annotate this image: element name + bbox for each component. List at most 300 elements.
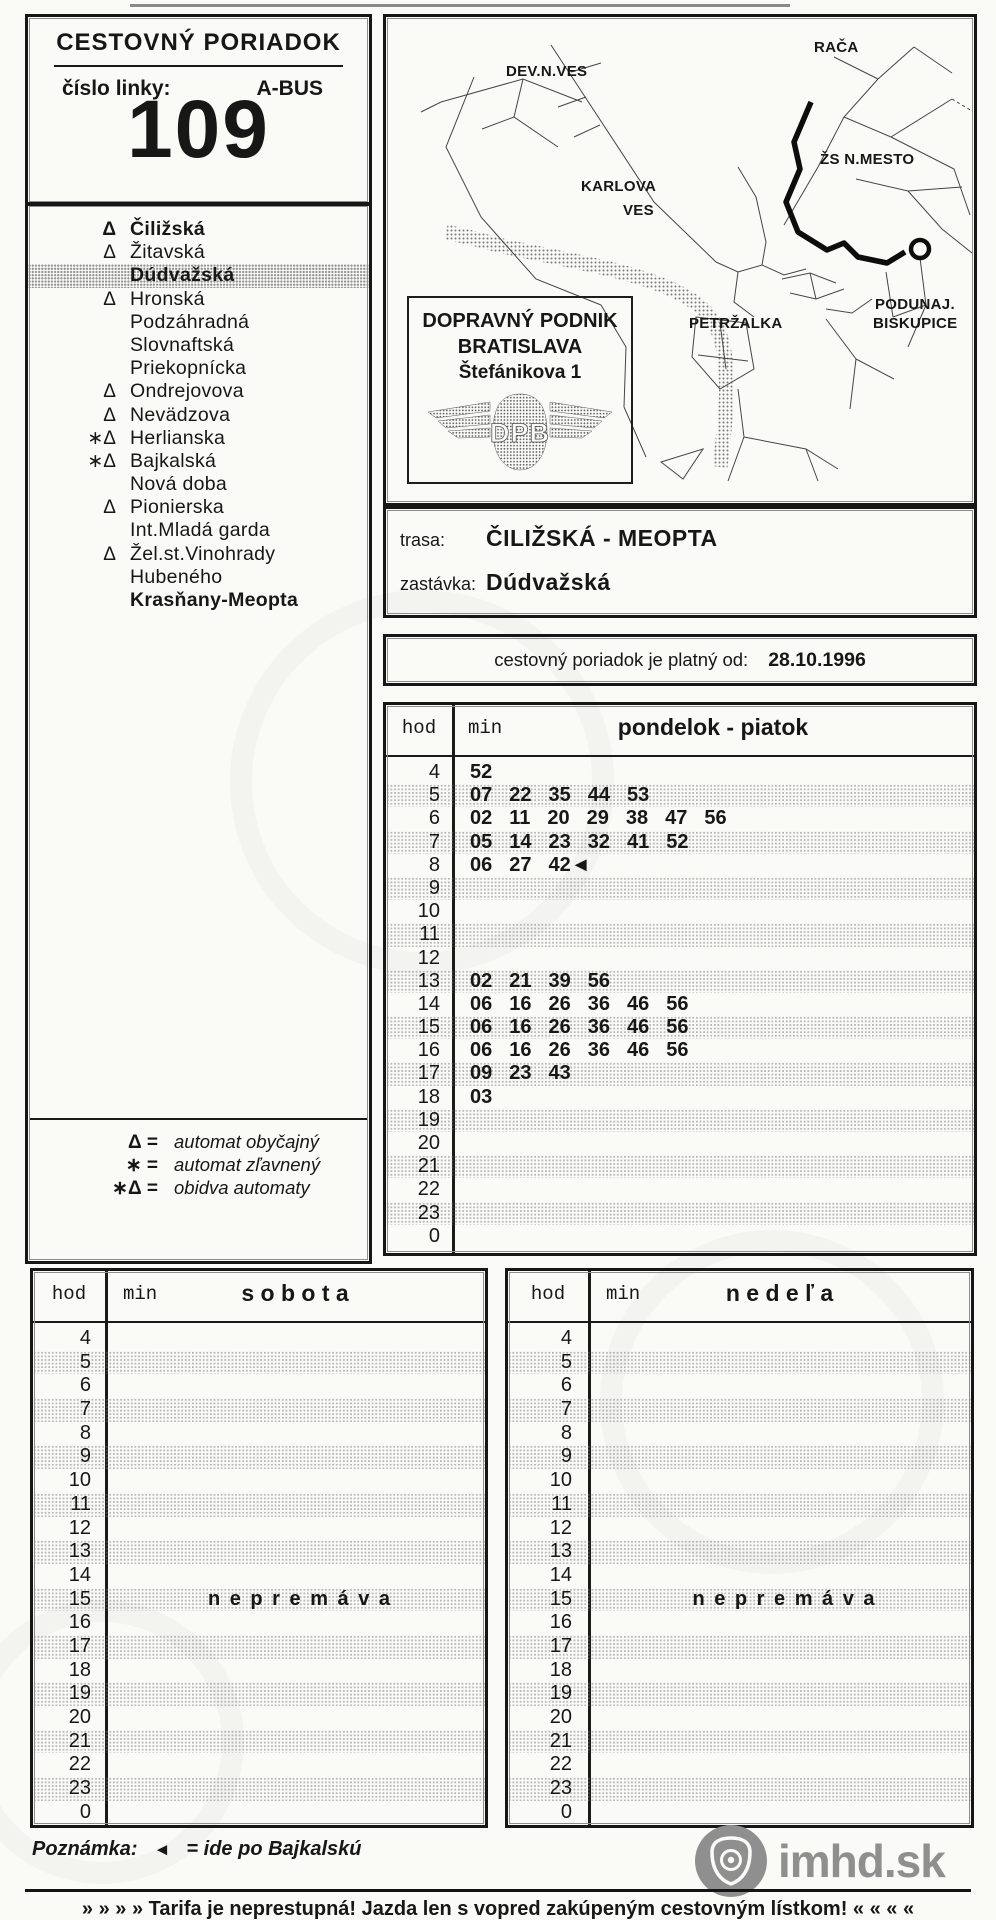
footnote xyxy=(32,1838,362,1861)
stop-row xyxy=(28,380,369,403)
network-map-box xyxy=(383,14,977,506)
minutes-cell xyxy=(470,761,966,784)
stop-name: Čiližská xyxy=(130,218,206,240)
footer-tariff-text: » » » » Tarifa je neprestupná! Jazda len s vopred zakúpeným cestovným lístkom! « « « « xyxy=(81,1898,915,1920)
stop-name: Herlianska xyxy=(130,426,226,449)
hour-cell: 21 xyxy=(68,1729,91,1752)
stop-name: Nová doba xyxy=(130,473,228,496)
timetable-row xyxy=(386,807,974,830)
line-number: 109 xyxy=(127,84,270,175)
hour-cell: 0 xyxy=(79,1800,91,1823)
hour-cell: 5 xyxy=(560,1350,572,1373)
timetable-row xyxy=(386,923,974,946)
stop-symbol: Δ xyxy=(103,497,116,519)
hour-cell: 23 xyxy=(68,1777,91,1800)
stops-list xyxy=(28,218,369,612)
table-rows xyxy=(386,761,974,1248)
hod-column-header: hod xyxy=(530,1283,566,1305)
hour-cell: 5 xyxy=(79,1350,91,1373)
timetable-row xyxy=(33,1517,485,1541)
page-title: CESTOVNÝ PORIADOK xyxy=(56,29,341,56)
minute-value: 56 xyxy=(666,1016,689,1039)
hour-cell: 4 xyxy=(428,761,440,783)
legend-text: automat zľavnený xyxy=(174,1154,321,1175)
minute-value: 47 xyxy=(665,807,688,830)
hour-cell: 8 xyxy=(79,1421,91,1444)
hour-cell: 4 xyxy=(560,1327,572,1349)
minute-value: 36 xyxy=(587,992,610,1015)
stop-name: Hronská xyxy=(130,287,205,310)
map-label-zs-n-mesto: ŽS N.MESTO xyxy=(820,151,915,168)
hour-cell: 19 xyxy=(68,1682,91,1705)
company-box xyxy=(407,296,633,484)
hour-cell: 17 xyxy=(417,1062,440,1085)
weekday-timetable xyxy=(383,702,977,1256)
hour-cell: 4 xyxy=(79,1327,91,1349)
stop-symbol: ∗Δ xyxy=(87,450,116,472)
timetable-row xyxy=(386,1062,974,1085)
footnote-text: = ide po Bajkalskú xyxy=(186,1838,362,1860)
scan-artifact xyxy=(130,4,790,7)
stop-row xyxy=(28,543,369,566)
company-address: Štefánikova 1 xyxy=(458,362,582,383)
divider xyxy=(33,1321,485,1323)
timetable-row xyxy=(33,1777,485,1801)
hour-cell: 19 xyxy=(549,1682,572,1705)
table-header xyxy=(508,1271,971,1321)
stop-name: Slovnaftská xyxy=(130,333,235,356)
hour-cell: 7 xyxy=(79,1398,91,1421)
legend-text: obidva automaty xyxy=(174,1177,310,1198)
timetable-row xyxy=(508,1777,971,1801)
minute-value: 16 xyxy=(509,1016,532,1039)
timetable-row xyxy=(508,1493,971,1517)
timetable-row xyxy=(508,1445,971,1469)
hod-column-header: hod xyxy=(51,1283,87,1305)
hour-cell: 23 xyxy=(549,1777,572,1800)
minute-value: 26 xyxy=(548,1039,571,1062)
stop-symbol: Δ xyxy=(103,288,116,310)
minute-value: 36 xyxy=(587,1016,610,1039)
minutes-cell xyxy=(470,1039,966,1062)
hour-cell: 18 xyxy=(549,1658,572,1681)
stop-row xyxy=(28,264,369,287)
legend-symbol: ∗ = xyxy=(125,1155,158,1176)
timetable-row xyxy=(386,970,974,993)
route-label: trasa: xyxy=(400,530,446,550)
stop-name: Dúdvažská xyxy=(130,264,235,287)
timetable-row xyxy=(508,1351,971,1375)
minute-value: 26 xyxy=(548,1016,571,1039)
minutes-cell xyxy=(470,970,966,993)
hour-cell: 7 xyxy=(560,1398,572,1421)
table-rows xyxy=(508,1327,971,1824)
timetable-row xyxy=(33,1659,485,1683)
line-number-label: číslo linky: xyxy=(62,77,171,100)
hour-cell: 8 xyxy=(428,853,440,876)
stop-row xyxy=(28,218,369,241)
hour-cell: 15 xyxy=(549,1587,572,1610)
stop-label: zastávka: xyxy=(400,574,477,594)
timetable-row xyxy=(33,1398,485,1422)
table-title: n e d e ľ a xyxy=(725,1280,834,1306)
minute-value: 06 xyxy=(470,1016,493,1039)
minute-value: 26 xyxy=(548,992,571,1015)
map-label-dev-n-ves: DEV.N.VES xyxy=(506,63,588,80)
minute-value: 56 xyxy=(704,807,727,830)
divider xyxy=(30,1118,367,1120)
timetable-row xyxy=(33,1469,485,1493)
hour-cell: 23 xyxy=(417,1201,440,1224)
timetable-row xyxy=(33,1493,485,1517)
table-rows xyxy=(33,1327,485,1824)
footer-divider xyxy=(25,1889,971,1892)
timetable-row xyxy=(33,1374,485,1398)
minute-value: 21 xyxy=(509,969,532,992)
minute-value: 03 xyxy=(470,1085,493,1108)
timetable-row xyxy=(508,1540,971,1564)
hour-cell: 9 xyxy=(560,1445,572,1468)
hour-cell: 21 xyxy=(417,1155,440,1178)
stop-name: Int.Mladá garda xyxy=(130,519,271,542)
minute-value: 39 xyxy=(548,969,571,992)
min-column-header: min xyxy=(468,717,503,739)
header-box xyxy=(25,14,372,206)
stop-name: Hubeného xyxy=(130,565,223,588)
stop-symbol: Δ xyxy=(103,543,116,565)
minute-value: 09 xyxy=(470,1062,493,1085)
dpb-logo-icon xyxy=(420,390,620,476)
stop-name: Žitavská xyxy=(130,241,206,264)
hour-cell: 10 xyxy=(549,1469,572,1492)
timetable-row xyxy=(508,1398,971,1422)
arrow-left-icon: ◄ xyxy=(153,1840,171,1859)
minute-value: 56 xyxy=(587,969,610,992)
hour-cell: 6 xyxy=(560,1374,572,1397)
minute-value: 07 xyxy=(470,784,493,807)
minute-value: 52 xyxy=(666,830,689,853)
timetable-row xyxy=(33,1635,485,1659)
hour-cell: 20 xyxy=(549,1706,572,1728)
map-label-ves: VES xyxy=(623,202,654,219)
hour-cell: 14 xyxy=(417,992,440,1015)
stop-row xyxy=(28,496,369,519)
legend-symbol: ∗Δ = xyxy=(112,1178,158,1199)
timetable-row xyxy=(33,1753,485,1777)
min-column-header: min xyxy=(123,1283,158,1305)
timetable-row xyxy=(386,1109,974,1132)
legend-row xyxy=(28,1176,369,1199)
stop-row xyxy=(28,241,369,264)
timetable-row xyxy=(386,1132,974,1155)
timetable-row xyxy=(33,1730,485,1754)
stop-row xyxy=(28,288,369,311)
sunday-timetable xyxy=(505,1268,974,1828)
timetable-row xyxy=(33,1801,485,1825)
hour-cell: 0 xyxy=(428,1224,440,1247)
minute-value: 11 xyxy=(509,807,531,830)
stop-name: Krasňany-Meopta xyxy=(130,589,299,611)
hour-cell: 11 xyxy=(419,923,440,946)
route-box xyxy=(383,506,977,618)
timetable-row xyxy=(33,1445,485,1469)
timetable-row xyxy=(386,854,974,877)
stop-symbol: Δ xyxy=(103,242,116,264)
timetable-row xyxy=(386,761,974,784)
minute-value: 20 xyxy=(547,807,570,830)
legend-row xyxy=(28,1130,369,1153)
hour-cell: 0 xyxy=(560,1800,572,1823)
legend-row xyxy=(28,1153,369,1176)
stop-row xyxy=(28,357,369,380)
minute-value: 56 xyxy=(666,1039,689,1062)
timetable-row xyxy=(508,1588,971,1612)
stop-name: Bajkalská xyxy=(130,449,217,472)
timetable-row xyxy=(508,1682,971,1706)
timetable-row xyxy=(508,1422,971,1446)
timetable-row xyxy=(508,1374,971,1398)
minute-value: 44 xyxy=(587,784,610,807)
timetable-row xyxy=(33,1611,485,1635)
company-name-line1: DOPRAVNÝ PODNIK xyxy=(422,310,618,332)
minute-value: 32 xyxy=(587,830,610,853)
divider xyxy=(54,65,343,67)
hour-cell: 6 xyxy=(428,807,440,830)
minute-value: 52 xyxy=(470,761,493,783)
hour-cell: 10 xyxy=(68,1469,91,1492)
timetable-row xyxy=(508,1327,971,1351)
timetable-row xyxy=(386,993,974,1016)
timetable-row xyxy=(33,1588,485,1612)
hour-cell: 7 xyxy=(428,830,440,853)
timetable-row xyxy=(508,1564,971,1588)
minutes-cell xyxy=(470,831,966,854)
terminal-circle xyxy=(911,240,929,258)
minute-value: 27 xyxy=(509,853,532,876)
timetable-row xyxy=(508,1469,971,1493)
imhd-logo-text: imhd.sk xyxy=(778,1835,945,1887)
timetable-row xyxy=(386,947,974,970)
route-line xyxy=(786,102,905,263)
map-label-raca: RAČA xyxy=(814,39,859,56)
map-label-biskupice: BISKUPICE xyxy=(873,315,958,332)
stop-name: Žel.st.Vinohrady xyxy=(130,542,276,565)
map-label-karlova: KARLOVA xyxy=(581,178,657,195)
hour-cell: 22 xyxy=(417,1178,440,1201)
timetable-row xyxy=(386,1202,974,1225)
hour-cell: 13 xyxy=(417,969,440,992)
timetable-row xyxy=(33,1351,485,1375)
minute-value: 14 xyxy=(509,830,532,853)
hour-cell: 15 xyxy=(417,1016,440,1039)
timetable-row xyxy=(508,1801,971,1825)
minute-value: 06 xyxy=(470,992,493,1015)
minute-value: 23 xyxy=(509,1062,532,1085)
hour-cell: 11 xyxy=(551,1492,572,1515)
timetable-row xyxy=(33,1682,485,1706)
minute-value: 41 xyxy=(627,830,650,853)
stop-row xyxy=(28,450,369,473)
minute-value: 06 xyxy=(470,853,493,876)
minute-value: 02 xyxy=(470,969,493,992)
hour-cell: 12 xyxy=(549,1516,572,1539)
minutes-cell xyxy=(470,1086,966,1109)
stop-name: Ondrejovova xyxy=(130,380,244,403)
timetable-row xyxy=(33,1564,485,1588)
stop-row xyxy=(28,404,369,427)
hour-cell: 8 xyxy=(560,1421,572,1444)
timetable-row xyxy=(33,1327,485,1351)
hour-cell: 15 xyxy=(68,1587,91,1610)
stop-row xyxy=(28,589,369,612)
min-column-header: min xyxy=(606,1283,641,1305)
hour-cell: 20 xyxy=(68,1706,91,1728)
minutes-cell xyxy=(470,993,966,1016)
timetable-row xyxy=(508,1753,971,1777)
hour-cell: 16 xyxy=(549,1611,572,1634)
company-name-line2: BRATISLAVA xyxy=(457,336,583,358)
table-title: s o b o t a xyxy=(241,1280,349,1306)
timetable-row xyxy=(386,1225,974,1248)
timetable-row xyxy=(386,784,974,807)
timetable-row xyxy=(386,877,974,900)
minutes-cell xyxy=(470,1016,966,1039)
stop-symbol: ∗Δ xyxy=(87,427,116,449)
timetable-row xyxy=(508,1730,971,1754)
hour-cell: 11 xyxy=(70,1492,91,1515)
no-service-text: n e p r e m á v a xyxy=(692,1587,877,1610)
hour-cell: 12 xyxy=(68,1516,91,1539)
minutes-cell xyxy=(470,854,966,877)
stop-row xyxy=(28,427,369,450)
minute-value: 06 xyxy=(470,1039,493,1062)
stop-row xyxy=(28,519,369,542)
hour-cell: 13 xyxy=(549,1540,572,1563)
minute-value: 23 xyxy=(548,830,571,853)
hour-cell: 14 xyxy=(549,1563,572,1586)
stop-name: Nevädzova xyxy=(130,403,231,426)
saturday-timetable xyxy=(30,1268,488,1828)
minute-value: 05 xyxy=(470,830,493,853)
hour-cell: 13 xyxy=(68,1540,91,1563)
validity-label: cestovný poriadok je platný od: xyxy=(494,649,749,670)
legend-list xyxy=(28,1130,369,1199)
minute-value: 16 xyxy=(509,1039,532,1062)
timetable-row xyxy=(508,1659,971,1683)
minute-value: 43 xyxy=(548,1062,571,1085)
stop-symbol: Δ xyxy=(103,381,116,403)
minute-value: 29 xyxy=(586,807,609,830)
timetable-row xyxy=(386,1086,974,1109)
table-header xyxy=(386,705,974,755)
timetable-row xyxy=(386,1039,974,1062)
stop-row xyxy=(28,566,369,589)
stop-symbol: Δ xyxy=(102,219,116,240)
timetable-row xyxy=(508,1611,971,1635)
no-service-text: n e p r e m á v a xyxy=(207,1587,393,1610)
stop-name: Podzáhradná xyxy=(130,310,250,333)
stop-name: Priekopnícka xyxy=(130,357,247,380)
hour-cell: 22 xyxy=(549,1753,572,1776)
minute-value: 46 xyxy=(627,992,650,1015)
minute-value: 35 xyxy=(548,784,571,807)
hod-column-header: hod xyxy=(401,717,437,739)
minute-value: 46 xyxy=(627,1016,650,1039)
hour-cell: 18 xyxy=(68,1658,91,1681)
stop-row xyxy=(28,334,369,357)
timetable-row xyxy=(508,1517,971,1541)
hour-cell: 22 xyxy=(68,1753,91,1776)
timetable-row xyxy=(386,900,974,923)
stop-symbol: Δ xyxy=(103,404,116,426)
route-value: ČILIŽSKÁ - MEOPTA xyxy=(486,525,718,551)
minute-value: 22 xyxy=(509,784,532,807)
hour-cell: 16 xyxy=(417,1039,440,1062)
timetable-row xyxy=(33,1540,485,1564)
timetable-row xyxy=(33,1422,485,1446)
hour-cell: 9 xyxy=(79,1445,91,1468)
stop-row xyxy=(28,311,369,334)
minute-value: 46 xyxy=(627,1039,650,1062)
stop-value: Dúdvažská xyxy=(486,569,611,595)
footnote-label: Poznámka: xyxy=(32,1838,138,1860)
divider xyxy=(508,1321,971,1323)
timetable-row xyxy=(508,1635,971,1659)
timetable-row xyxy=(386,831,974,854)
timetable-row xyxy=(386,1016,974,1039)
map-label-podunaj: PODUNAJ. xyxy=(875,296,955,313)
hour-cell: 21 xyxy=(549,1729,572,1752)
hour-cell: 20 xyxy=(417,1132,440,1154)
timetable-row xyxy=(33,1706,485,1730)
hour-cell: 17 xyxy=(68,1634,91,1657)
legend-text: automat obyčajný xyxy=(174,1131,320,1152)
legend-symbol: Δ = xyxy=(127,1132,158,1153)
hour-cell: 12 xyxy=(417,946,440,969)
stops-box xyxy=(25,202,372,1264)
hour-cell: 14 xyxy=(68,1563,91,1586)
divider xyxy=(386,755,974,757)
stop-row xyxy=(28,473,369,496)
minute-value: 53 xyxy=(627,784,650,807)
hour-cell: 10 xyxy=(417,900,440,923)
timetable-row xyxy=(386,1155,974,1178)
map-label-petrzalka: PETRŽALKA xyxy=(689,315,783,332)
timetable-row xyxy=(508,1706,971,1730)
minutes-cell xyxy=(470,784,966,807)
hour-cell: 18 xyxy=(417,1085,440,1108)
timetable-row xyxy=(386,1178,974,1201)
hour-cell: 17 xyxy=(549,1634,572,1657)
validity-box xyxy=(383,634,977,686)
minutes-cell xyxy=(470,807,966,830)
hour-cell: 6 xyxy=(79,1374,91,1397)
minute-value: 56 xyxy=(666,992,689,1015)
table-title: pondelok - piatok xyxy=(617,714,809,740)
stop-name: Pionierska xyxy=(130,496,225,519)
hour-cell: 16 xyxy=(68,1611,91,1634)
line-type: A-BUS xyxy=(256,77,323,100)
minute-value: 16 xyxy=(509,992,532,1015)
table-header xyxy=(33,1271,485,1321)
hour-cell: 5 xyxy=(428,784,440,807)
dpb-logo-text: DPB xyxy=(489,418,551,448)
validity-date: 28.10.1996 xyxy=(768,648,866,671)
minute-value: 42◄ xyxy=(548,853,591,876)
minute-value: 38 xyxy=(625,807,649,830)
minutes-cell xyxy=(470,1062,966,1085)
hour-cell: 9 xyxy=(428,876,440,899)
